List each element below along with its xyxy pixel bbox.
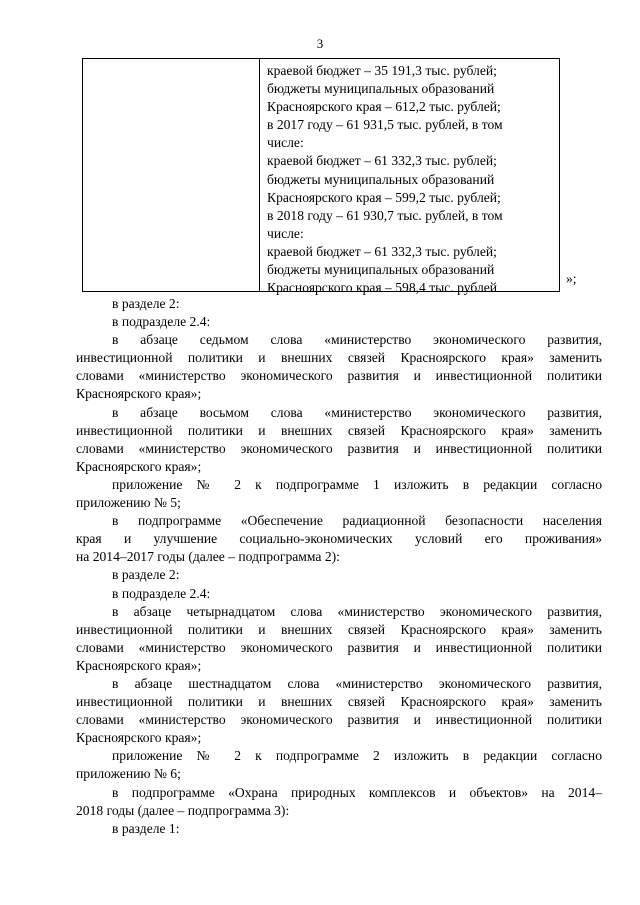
table-line: числе: <box>267 135 304 151</box>
paragraph <box>76 566 602 584</box>
paragraph <box>76 476 602 512</box>
text-line: Красноярского края»; <box>76 458 202 474</box>
paragraph <box>76 585 602 603</box>
table-cell-budget <box>260 59 559 296</box>
table-line: краевой бюджет – 61 332,3 тыс. рублей; <box>267 243 497 259</box>
table-line: в 2017 году – 61 931,5 тыс. рублей, в том <box>267 117 503 133</box>
text-line: в подразделе 2.4: <box>112 314 211 330</box>
text-line: словами «министерство экономического развития и инвестиционной политики <box>76 712 602 728</box>
table-line: Красноярского края – 598,4 тыс. рублей <box>267 280 498 296</box>
text-line: в абзаце шестнадцатом слова «министерство экономического развития, <box>112 675 602 691</box>
budget-table <box>82 58 560 296</box>
paragraph <box>76 603 602 675</box>
text-line: приложению № 6; <box>76 766 181 782</box>
table-line: бюджеты муниципальных образований <box>267 171 495 187</box>
text-line: в подпрограмме «Обеспечение радиационной безопасности населения <box>112 513 602 529</box>
table-line: числе: <box>267 225 304 241</box>
text-line: инвестиционной политики и внешних связей Красноярского края» заменить <box>76 621 602 637</box>
table-line: Красноярского края – 599,2 тыс. рублей; <box>267 189 501 205</box>
table-line: бюджеты муниципальных образований <box>267 81 495 97</box>
text-line: приложению № 5; <box>76 495 181 511</box>
paragraph <box>76 675 602 747</box>
table-line: бюджеты муниципальных образований <box>267 262 495 278</box>
text-line: в разделе 1: <box>112 820 180 836</box>
table-line: в 2018 году – 61 930,7 тыс. рублей, в том <box>267 207 503 223</box>
paragraph <box>76 404 602 476</box>
paragraph <box>76 820 602 838</box>
text-line: в абзаце четырнадцатом слова «министерство экономического развития, <box>112 603 602 619</box>
text-line: приложение № 2 к подпрограмме 1 изложить в редакции согласно <box>112 476 602 492</box>
body-text <box>76 295 602 838</box>
text-line: в подразделе 2.4: <box>112 585 211 601</box>
paragraph <box>76 331 602 403</box>
text-line: словами «министерство экономического развития и инвестиционной политики <box>76 639 602 655</box>
paragraph <box>76 313 602 331</box>
text-line: приложение № 2 к подпрограмме 2 изложить в редакции согласно <box>112 748 602 764</box>
table-line: краевой бюджет – 35 191,3 тыс. рублей; <box>267 63 497 78</box>
text-line: в разделе 2: <box>112 296 180 311</box>
text-line: в разделе 2: <box>112 567 180 583</box>
text-line: словами «министерство экономического развития и инвестиционной политики <box>76 440 602 456</box>
text-line: в подпрограмме «Охрана природных комплексов и объектов» на 2014– <box>112 784 602 800</box>
paragraph <box>76 784 602 820</box>
text-line: края и улучшение социально-экономических условий его проживания» <box>76 531 602 547</box>
text-line: словами «министерство экономического развития и инвестиционной политики <box>76 368 602 384</box>
text-line: в абзаце восьмом слова «министерство экономического развития, <box>112 404 602 420</box>
text-line: Красноярского края»; <box>76 730 202 746</box>
paragraph <box>76 747 602 783</box>
text-line: Красноярского края»; <box>76 386 202 402</box>
text-line: инвестиционной политики и внешних связей Красноярского края» заменить <box>76 422 602 438</box>
text-line: в абзаце седьмом слова «министерство экономического развития, <box>112 332 602 348</box>
table-line: Красноярского края – 612,2 тыс. рублей; <box>267 99 501 115</box>
table-line: краевой бюджет – 61 332,3 тыс. рублей; <box>267 153 497 169</box>
paragraph <box>76 295 602 313</box>
paragraph <box>76 512 602 566</box>
table-cell-empty <box>83 59 260 291</box>
text-line: 2018 годы (далее – подпрограмма 3): <box>76 802 290 818</box>
page-number: 3 <box>316 36 324 51</box>
text-line: Красноярского края»; <box>76 657 202 673</box>
closing-quote: »; <box>566 271 577 286</box>
text-line: на 2014–2017 годы (далее – подпрограмма 2): <box>76 549 340 565</box>
text-line: инвестиционной политики и внешних связей Красноярского края» заменить <box>76 694 602 710</box>
text-line: инвестиционной политики и внешних связей Красноярского края» заменить <box>76 350 602 366</box>
